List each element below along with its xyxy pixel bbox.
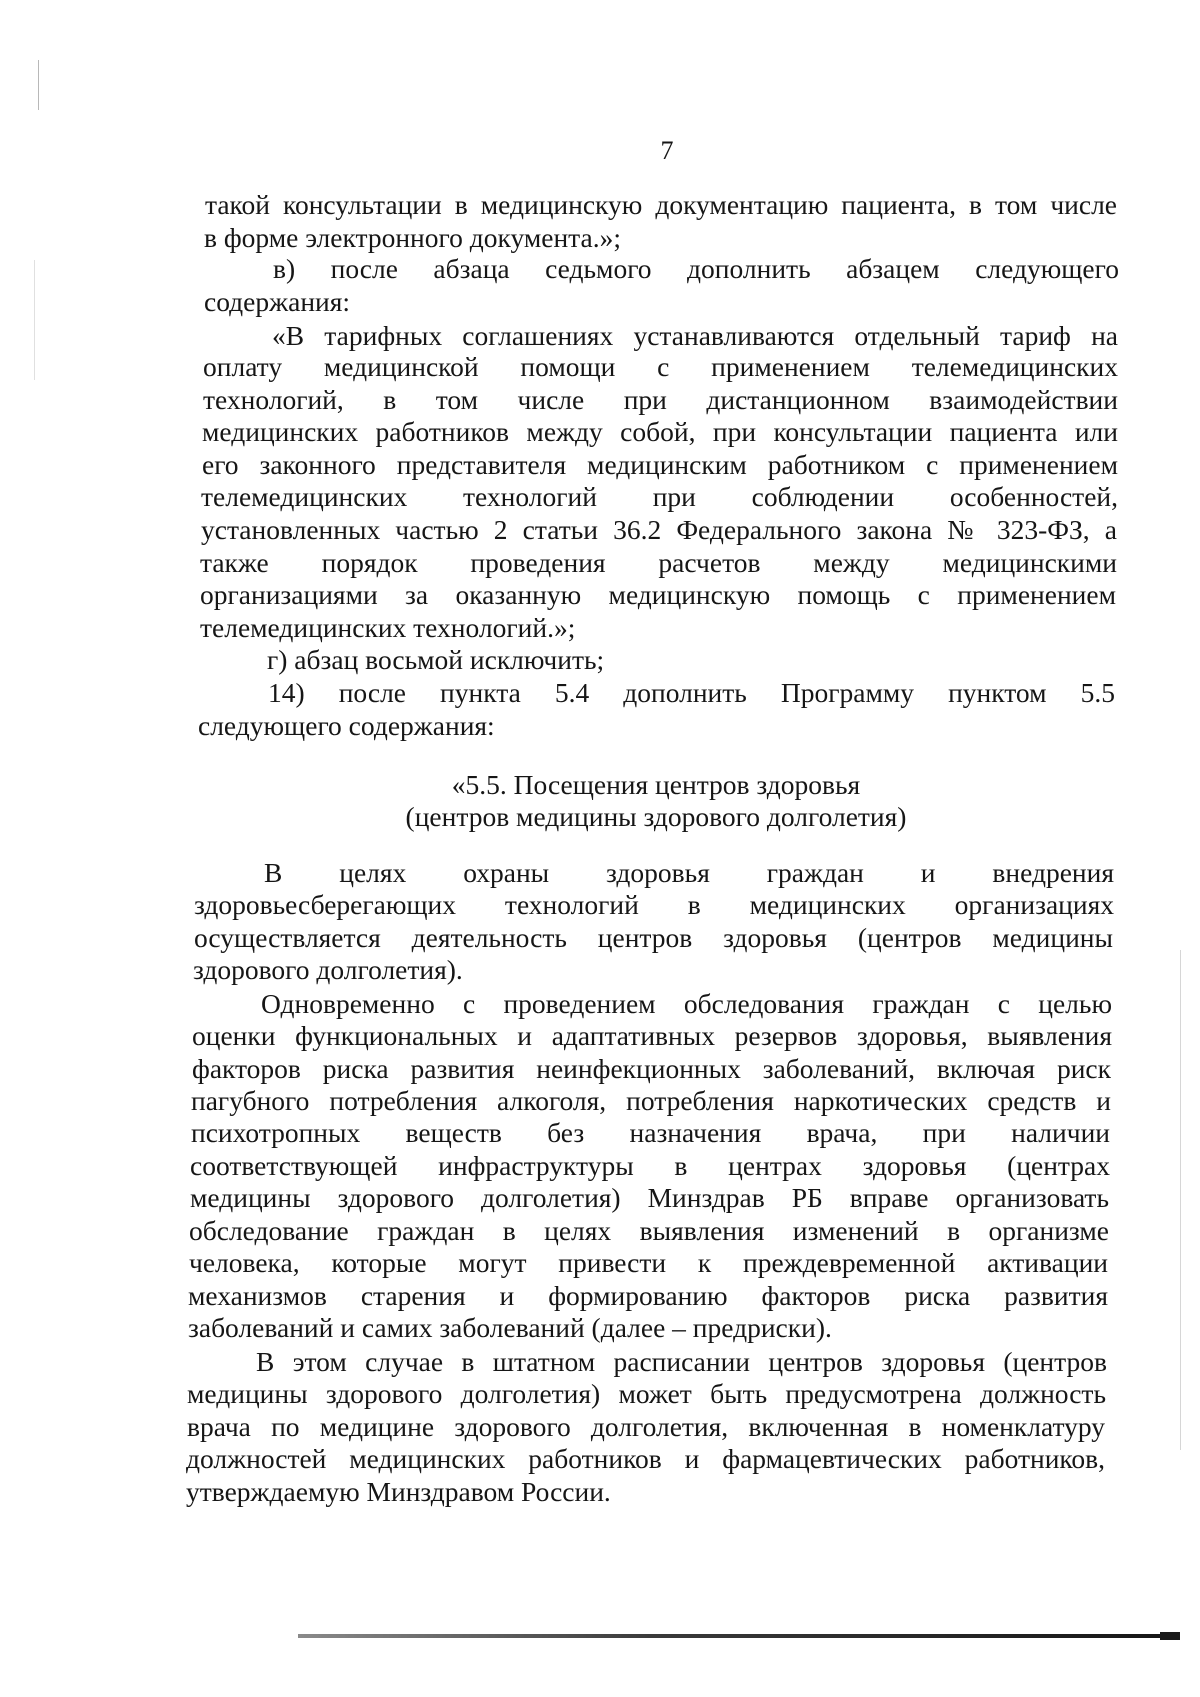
text-line: В этом случае в штатном расписании центров здоровья (центров bbox=[256, 1346, 1107, 1377]
footer-rule bbox=[298, 1634, 1180, 1638]
text-line: организациями за оказанную медицинскую помощь с применением bbox=[200, 579, 1116, 610]
text-line: здоровьесберегающих технологий в медицинских организациях bbox=[194, 889, 1114, 920]
text-line: «В тарифных соглашениях устанавливаются отдельный тариф на bbox=[272, 320, 1118, 351]
text-line: следующего содержания: bbox=[198, 710, 495, 741]
text-line: телемедицинских технологий.»; bbox=[200, 612, 576, 643]
text-line: технологий, в том числе при дистанционном взаимодействии bbox=[203, 384, 1118, 415]
text-line: медицины здорового долголетия) Минздрав РБ вправе организовать bbox=[190, 1182, 1109, 1213]
text-line: В целях охраны здоровья граждан и внедрения bbox=[264, 857, 1114, 888]
text-line: соответствующей инфраструктуры в центрах здоровья (центрах bbox=[190, 1150, 1110, 1181]
text-line: врача по медицине здорового долголетия, включенная в номенклатуру bbox=[187, 1411, 1105, 1442]
text-line: механизмов старения и формированию факторов риска развития bbox=[188, 1280, 1108, 1311]
text-line: медицины здорового долголетия) может быть предусмотрена должность bbox=[187, 1378, 1106, 1409]
text-line: должностей медицинских работников и фармацевтических работников, bbox=[186, 1443, 1105, 1474]
scan-artifact-left-faint bbox=[34, 260, 35, 380]
text-line: установленных частью 2 статьи 36.2 Федерального закона № 323-ФЗ, а bbox=[201, 514, 1117, 545]
page-number: 7 bbox=[660, 136, 674, 165]
text-line: его законного представителя медицинским работником с применением bbox=[202, 449, 1118, 480]
text-line: оценки функциональных и адаптативных резервов здоровья, выявления bbox=[192, 1020, 1112, 1051]
section-subheading: (центров медицины здорового долголетия) bbox=[405, 801, 907, 832]
text-line: утверждаемую Минздравом России. bbox=[186, 1476, 611, 1507]
scan-artifact-left bbox=[38, 60, 39, 110]
text-line: содержания: bbox=[204, 286, 351, 317]
text-line: 14) после пункта 5.4 дополнить Программу пунктом 5.5 bbox=[268, 677, 1115, 708]
section-heading: «5.5. Посещения центров здоровья bbox=[451, 769, 861, 800]
text-line: г) абзац восьмой исключить; bbox=[267, 644, 605, 675]
text-line: в) после абзаца седьмого дополнить абзацем следующего bbox=[273, 253, 1119, 284]
text-line: здорового долголетия). bbox=[193, 954, 463, 985]
text-line: осуществляется деятельность центров здоровья (центров медицины bbox=[194, 922, 1113, 953]
text-line: факторов риска развития неинфекционных заболеваний, включая риск bbox=[192, 1053, 1111, 1084]
footer-rule-end bbox=[1160, 1632, 1180, 1640]
text-line: психотропных веществ без назначения врача, при наличии bbox=[191, 1117, 1110, 1148]
text-line: заболеваний и самих заболеваний (далее – предриски). bbox=[188, 1312, 832, 1343]
text-line: оплату медицинской помощи с применением телемедицинских bbox=[203, 351, 1118, 382]
text-line: медицинских работников между собой, при консультации пациента или bbox=[202, 416, 1118, 447]
text-line: пагубного потребления алкоголя, потребления наркотических средств и bbox=[191, 1085, 1111, 1116]
text-line: обследование граждан в целях выявления изменений в организме bbox=[189, 1215, 1109, 1246]
text-line: Одновременно с проведением обследования граждан с целью bbox=[261, 988, 1112, 1019]
text-line: человека, которые могут привести к преждевременной активации bbox=[189, 1247, 1108, 1278]
text-line: телемедицинских технологий при соблюдении особенностей, bbox=[201, 481, 1118, 512]
scan-artifact-right bbox=[1180, 950, 1181, 1450]
text-line: также порядок проведения расчетов между медицинскими bbox=[200, 547, 1117, 578]
text-line: в форме электронного документа.»; bbox=[204, 222, 621, 253]
text-line: такой консультации в медицинскую документацию пациента, в том числе bbox=[205, 189, 1117, 220]
